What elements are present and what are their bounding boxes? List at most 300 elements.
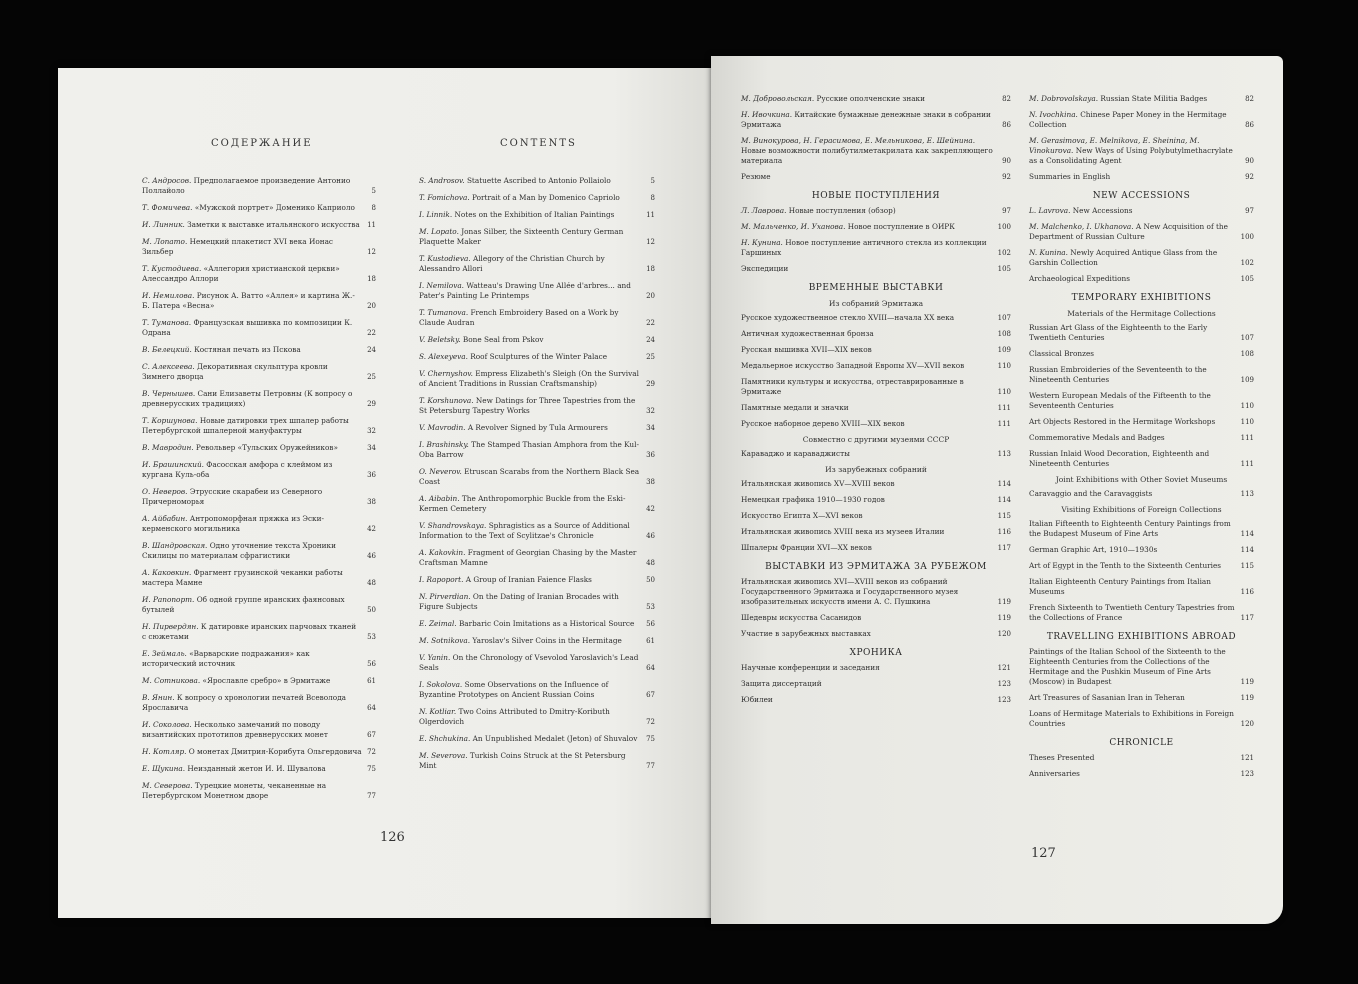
entry-title: Итальянская живопись XVIII века из музеев Италии <box>741 527 945 536</box>
contents-entry <box>741 377 1011 397</box>
contents-entry <box>741 543 1011 553</box>
entry-page-number: 120 <box>1240 720 1254 728</box>
contents-heading-ru: СОДЕРЖАНИЕ <box>211 138 313 149</box>
entry-author: В. Мавродин. <box>142 443 196 452</box>
contents-entry <box>1029 248 1254 268</box>
entry-title: Декоративная скульптура кровли Зимнего дворца <box>142 362 328 381</box>
entry-page-number: 121 <box>1240 754 1254 762</box>
entry-page-number: 61 <box>367 677 376 685</box>
entry-page-number: 111 <box>997 420 1011 428</box>
contents-entry <box>142 568 376 588</box>
entry-author: Л. Лаврова. <box>741 206 789 215</box>
entry-title: Русская вышивка XVII—XIX веков <box>741 345 872 354</box>
entry-page-number: 116 <box>1240 588 1254 596</box>
entry-page-number: 67 <box>646 691 655 699</box>
entry-author: В. Белецкий. <box>142 345 195 354</box>
entry-page-number: 109 <box>1240 376 1254 384</box>
contents-entry <box>419 751 655 771</box>
contents-entry <box>1029 365 1254 385</box>
entry-title: Roof Sculptures of the Winter Palace <box>470 352 608 361</box>
section-heading: NEW ACCESSIONS <box>1092 191 1191 201</box>
contents-entry <box>142 720 376 740</box>
entry-title: Турецкие монеты, чеканенные на Петербургском Монетном дворе <box>142 781 327 800</box>
contents-entry <box>419 521 655 541</box>
entry-title: Russian Art Glass of the Eighteenth to the Early Twentieth Centuries <box>1029 323 1208 342</box>
entry-author: N. Kotliar. <box>419 707 459 716</box>
contents-entry <box>741 495 1011 505</box>
entry-title: A Revolver Signed by Tula Armourers <box>467 423 608 432</box>
entry-title: Русское художественное стекло XVIII—начала XX века <box>741 313 955 322</box>
entry-page-number: 64 <box>367 704 376 712</box>
entry-author: A. Aibabin. <box>419 494 462 503</box>
entry-title: German Graphic Art, 1910—1930s <box>1029 545 1158 554</box>
entry-page-number: 114 <box>1240 530 1254 538</box>
entry-title: Two Coins Attributed to Dmitry-Koributh Olgerdovich <box>419 707 610 726</box>
entry-title: Китайские бумажные денежные знаки в собрании Эрмитажа <box>741 110 991 129</box>
entry-page-number: 42 <box>646 505 655 513</box>
entry-author: Е. Щукина. <box>142 764 188 773</box>
entry-title: К датировке иранских парчовых тканей с сюжетами <box>142 622 357 641</box>
entry-title: Шпалеры Франции XVI—XX веков <box>741 543 872 552</box>
entry-title: Notes on the Exhibition of Italian Paintings <box>454 210 615 219</box>
contents-entry <box>419 592 655 612</box>
entry-page-number: 61 <box>646 637 655 645</box>
entry-author: Т. Кустодиева. <box>142 264 204 273</box>
contents-entry <box>142 764 376 774</box>
entry-page-number: 119 <box>997 614 1011 622</box>
entry-page-number: 123 <box>1240 770 1254 778</box>
entry-title: New Ways of Using Polybutylmethacrylate as a Consolidating Agent <box>1029 146 1233 165</box>
entry-title: The Stamped Thasian Amphora from the Kul-Oba Barrow <box>419 440 639 459</box>
contents-entry <box>741 695 1011 705</box>
entry-title: Научные конференции и заседания <box>741 663 880 672</box>
contents-entry <box>419 176 655 186</box>
entry-title: Защита диссертаций <box>741 679 822 688</box>
contents-entry <box>142 595 376 615</box>
entry-title: Turkish Coins Struck at the St Petersburg Mint <box>419 751 626 770</box>
contents-entry <box>1029 349 1254 359</box>
entry-page-number: 110 <box>1240 418 1254 426</box>
contents-entry <box>1029 577 1254 597</box>
entry-page-number: 22 <box>646 319 655 327</box>
contents-entry <box>419 494 655 514</box>
entry-title: On the Chronology of Vsevolod Yaroslavich's Lead Seals <box>419 653 639 672</box>
entry-author: S. Androsov. <box>419 176 467 185</box>
english-contents-column <box>419 176 655 778</box>
contents-entry <box>419 308 655 328</box>
entry-page-number: 92 <box>1002 173 1011 181</box>
entry-author: И. Линник. <box>142 220 188 229</box>
contents-entry <box>142 649 376 669</box>
contents-entry <box>741 613 1011 623</box>
entry-author: Н. Пирвердян. <box>142 622 201 631</box>
contents-entry <box>419 335 655 345</box>
entry-page-number: 29 <box>646 380 655 388</box>
entry-author: S. Alexeyeva. <box>419 352 471 361</box>
entry-author: В. Янин. <box>142 693 177 702</box>
entry-author: М. Мальченко, И. Уханова. <box>741 222 848 231</box>
entry-author: T. Fomichova. <box>419 193 473 202</box>
contents-entry <box>741 264 1011 274</box>
entry-page-number: 5 <box>650 177 655 185</box>
entry-author: Н. Кунина. <box>741 238 786 247</box>
contents-entry <box>1029 489 1254 499</box>
entry-author: I. Rapoport. <box>419 575 466 584</box>
entry-page-number: 114 <box>1240 546 1254 554</box>
entry-title: Allegory of the Christian Church by Alessandro Allori <box>419 254 605 273</box>
entry-page-number: 119 <box>997 598 1011 606</box>
entry-author: А. Айбабин. <box>142 514 190 523</box>
entry-author: I. Sokolova. <box>419 680 465 689</box>
entry-title: Фрагмент грузинской чеканки работы мастера Мамне <box>142 568 343 587</box>
entry-page-number: 105 <box>1240 275 1254 283</box>
entry-page-number: 48 <box>367 579 376 587</box>
contents-entry <box>741 449 1011 459</box>
entry-page-number: 111 <box>1240 434 1254 442</box>
entry-page-number: 32 <box>646 407 655 415</box>
entry-title: Newly Acquired Antique Glass from the Garshin Collection <box>1029 248 1218 267</box>
contents-entry <box>419 548 655 568</box>
contents-entry <box>419 281 655 301</box>
contents-entry <box>1029 417 1254 427</box>
entry-title: Yaroslav's Silver Coins in the Hermitage <box>472 636 622 645</box>
entry-page-number: 117 <box>997 544 1011 552</box>
entry-author: M. Dobrovolskaya. <box>1029 94 1101 103</box>
entry-title: Шедевры искусства Сасанидов <box>741 613 862 622</box>
entry-author: В. Шандровская. <box>142 541 210 550</box>
entry-page-number: 90 <box>1002 157 1011 165</box>
contents-entry <box>142 460 376 480</box>
contents-entry <box>741 172 1011 182</box>
entry-title: Итальянская живопись XV—XVIII веков <box>741 479 895 488</box>
entry-title: An Unpublished Medalet (Jeton) of Shuvalov <box>472 734 638 743</box>
entry-author: I. Linnik. <box>419 210 455 219</box>
entry-author: Н. Котляр. <box>142 747 189 756</box>
contents-entry <box>142 622 376 642</box>
entry-title: Русские ополченские знаки <box>816 94 925 103</box>
entry-page-number: 20 <box>646 292 655 300</box>
contents-entry <box>142 237 376 257</box>
contents-entry <box>142 514 376 534</box>
entry-title: Несколько замечаний по поводу византийских прототипов древнерусских монет <box>142 720 328 739</box>
entry-author: M. Malchenko, I. Ukhanova. <box>1029 222 1136 231</box>
entry-title: Антропоморфная пряжка из Эски-керменского могильника <box>142 514 324 533</box>
entry-page-number: 50 <box>646 576 655 584</box>
entry-page-number: 82 <box>1245 95 1254 103</box>
entry-title: Fragment of Georgian Chasing by the Master Craftsman Mamne <box>419 548 637 567</box>
entry-author: I. Brashinsky. <box>419 440 472 449</box>
contents-entry <box>419 680 655 700</box>
entry-page-number: 36 <box>646 451 655 459</box>
entry-author: A. Kakovkin. <box>419 548 468 557</box>
entry-author: И. Немилова. <box>142 291 197 300</box>
section-subheading: Из зарубежных собраний <box>825 465 927 474</box>
entry-page-number: 75 <box>646 735 655 743</box>
entry-title: Одно уточнение текста Хроники Скилицы по материалам сфрагистики <box>142 541 336 560</box>
contents-entry <box>419 619 655 629</box>
contents-entry <box>741 663 1011 673</box>
contents-entry <box>741 403 1011 413</box>
contents-entry <box>419 210 655 220</box>
entry-title: Предполагаемое произведение Антонио Поллайоло <box>142 176 351 195</box>
entry-page-number: 25 <box>646 353 655 361</box>
entry-page-number: 38 <box>367 498 376 506</box>
entry-page-number: 100 <box>1240 233 1254 241</box>
entry-author: V. Chernyshov. <box>419 369 476 378</box>
contents-entry <box>419 369 655 389</box>
entry-page-number: 97 <box>1245 207 1254 215</box>
contents-entry <box>142 389 376 409</box>
entry-title: Anniversaries <box>1029 769 1080 778</box>
entry-page-number: 121 <box>997 664 1011 672</box>
contents-entry <box>419 734 655 744</box>
contents-entry <box>741 527 1011 537</box>
entry-page-number: 18 <box>646 265 655 273</box>
entry-author: Т. Туманова. <box>142 318 194 327</box>
entry-author: В. Чернышев. <box>142 389 198 398</box>
entry-title: Loans of Hermitage Materials to Exhibitions in Foreign Countries <box>1029 709 1234 728</box>
contents-entry <box>142 541 376 561</box>
entry-page-number: 110 <box>1240 402 1254 410</box>
entry-page-number: 123 <box>997 696 1011 704</box>
contents-entry <box>1029 136 1254 166</box>
entry-author: И. Соколова. <box>142 720 195 729</box>
entry-page-number: 24 <box>367 346 376 354</box>
section-heading: CHRONICLE <box>1109 738 1174 748</box>
entry-page-number: 102 <box>997 249 1011 257</box>
entry-page-number: 105 <box>997 265 1011 273</box>
entry-author: О. Неверов. <box>142 487 190 496</box>
entry-page-number: 5 <box>371 187 376 195</box>
entry-title: «Мужской портрет» Доменико Каприоло <box>194 203 355 212</box>
entry-title: Sphragistics as a Source of Additional Information to the Text of Scylitzae's Chronicle <box>419 521 630 540</box>
entry-page-number: 12 <box>646 238 655 246</box>
entry-title: Револьвер «Тульских Оружейников» <box>195 443 338 452</box>
entry-page-number: 116 <box>997 528 1011 536</box>
entry-title: Russian Embroideries of the Seventeenth to the Nineteenth Centuries <box>1029 365 1207 384</box>
section-heading: TEMPORARY EXHIBITIONS <box>1071 293 1212 303</box>
entry-page-number: 111 <box>997 404 1011 412</box>
entry-title: A Group of Iranian Faience Flasks <box>465 575 592 584</box>
contents-entry <box>142 487 376 507</box>
entry-page-number: 42 <box>367 525 376 533</box>
entry-author: M. Gerasimova, E. Melnikova, E. Sheinina, M. Vinokurova. <box>1029 136 1200 155</box>
entry-author: М. Винокурова, Н. Герасимова, Е. Мельникова, Е. Шейнина. <box>741 136 976 145</box>
entry-title: Искусство Египта X—XVI веков <box>741 511 863 520</box>
entry-title: Portrait of a Man by Domenico Capriolo <box>472 193 620 202</box>
entry-title: Empress Elizabeth's Sleigh (On the Survival of Ancient Traditions in Russian Craftsmanship) <box>419 369 639 388</box>
entry-page-number: 115 <box>997 512 1011 520</box>
entry-page-number: 86 <box>1002 121 1011 129</box>
entry-page-number: 11 <box>367 221 376 229</box>
entry-title: Экспедиции <box>741 264 789 273</box>
entry-title: Медальерное искусство Западной Европы XV—XVII веков <box>741 361 965 370</box>
section-subheading: Materials of the Hermitage Collections <box>1067 309 1216 318</box>
entry-title: Jonas Silber, the Sixteenth Century German Plaquette Maker <box>419 227 624 246</box>
entry-title: Новые поступления (обзор) <box>788 206 896 215</box>
entry-page-number: 36 <box>367 471 376 479</box>
entry-title: Paintings of the Italian School of the Sixteenth to the Eighteenth Centuries from the Collections of the Hermitage and the Pushkin Museum of Fine Arts (Moscow) in Budapest <box>1029 647 1226 686</box>
entry-title: Etruscan Scarabs from the Northern Black Sea Coast <box>419 467 640 486</box>
entry-title: Art of Egypt in the Tenth to the Sixteenth Centuries <box>1029 561 1222 570</box>
contents-entry <box>741 238 1011 258</box>
contents-entry <box>741 679 1011 689</box>
entry-page-number: 50 <box>367 606 376 614</box>
entry-page-number: 123 <box>997 680 1011 688</box>
entry-author: O. Neverov. <box>419 467 465 476</box>
section-subheading: Из собраний Эрмитажа <box>828 299 924 308</box>
contents-entry <box>419 653 655 673</box>
entry-title: Новое поступление античного стекла из коллекции Гаршиных <box>741 238 987 257</box>
section-subheading: Совместно с другими музеями СССР <box>802 435 950 444</box>
contents-entry <box>1029 449 1254 469</box>
contents-entry <box>1029 274 1254 284</box>
contents-entry <box>1029 391 1254 411</box>
entry-title: Western European Medals of the Fifteenth to the Seventeenth Centuries <box>1029 391 1211 410</box>
entry-author: L. Lavrova. <box>1029 206 1073 215</box>
entry-page-number: 24 <box>646 336 655 344</box>
entry-page-number: 115 <box>1240 562 1254 570</box>
entry-page-number: 53 <box>367 633 376 641</box>
entry-title: «Варварские подражания» как исторический источник <box>142 649 310 668</box>
entry-author: I. Nemilova. <box>419 281 467 290</box>
contents-entry <box>741 511 1011 521</box>
entry-title: Фасосская амфора с клеймом из кургана Куль-оба <box>142 460 333 479</box>
entry-title: New Datings for Three Tapestries from the St Petersburg Tapestry Works <box>419 396 636 415</box>
entry-author: С. Андросов. <box>142 176 194 185</box>
contents-entry <box>142 220 376 230</box>
entry-title: Об одной группе иранских фаянсовых бутылей <box>142 595 345 614</box>
page-number-right: 127 <box>1031 846 1056 861</box>
entry-page-number: 107 <box>1240 334 1254 342</box>
entry-page-number: 46 <box>367 552 376 560</box>
entry-page-number: 90 <box>1245 157 1254 165</box>
entry-author: N. Kunina. <box>1029 248 1071 257</box>
contents-entry <box>142 676 376 686</box>
entry-page-number: 107 <box>997 314 1011 322</box>
entry-title: Classical Bronzes <box>1029 349 1095 358</box>
entry-author: М. Лопато. <box>142 237 190 246</box>
section-heading: TRAVELLING EXHIBITIONS ABROAD <box>1046 632 1237 642</box>
entry-title: Русское наборное дерево XVIII—XIX веков <box>741 419 905 428</box>
entry-page-number: 38 <box>646 478 655 486</box>
entry-title: «Ярославле сребро» в Эрмитаже <box>202 676 331 685</box>
entry-title: A New Acquisition of the Department of Russian Culture <box>1029 222 1228 241</box>
entry-title: Новое поступление в ОИРК <box>847 222 955 231</box>
contents-entry <box>142 291 376 311</box>
contents-entry <box>1029 709 1254 729</box>
entry-title: К вопросу о хронологии печатей Всеволода Ярославича <box>142 693 347 712</box>
section-subheading: Visiting Exhibitions of Foreign Collections <box>1061 505 1222 514</box>
entry-page-number: 8 <box>650 194 655 202</box>
contents-entry <box>419 227 655 247</box>
entry-title: Statuette Ascribed to Antonio Pollaiolo <box>466 176 611 185</box>
entry-page-number: 97 <box>1002 207 1011 215</box>
entry-author: E. Shchukina. <box>419 734 473 743</box>
entry-title: New Accessions <box>1072 206 1133 215</box>
contents-entry <box>419 396 655 416</box>
entry-page-number: 86 <box>1245 121 1254 129</box>
section-heading: ХРОНИКА <box>849 648 903 658</box>
contents-entry <box>741 419 1011 429</box>
contents-entry <box>419 575 655 585</box>
russian-contents-column <box>142 176 376 808</box>
entry-author: Т. Фомичева. <box>142 203 195 212</box>
entry-title: Памятники культуры и искусства, отреставрированные в Эрмитаже <box>741 377 964 396</box>
contents-entry <box>1029 94 1254 104</box>
entry-page-number: 77 <box>646 762 655 770</box>
entry-page-number: 119 <box>1240 678 1254 686</box>
section-heading: НОВЫЕ ПОСТУПЛЕНИЯ <box>811 191 941 201</box>
entry-page-number: 92 <box>1245 173 1254 181</box>
english-contents-column-right <box>1029 94 1254 785</box>
entry-title: Французская вышивка по композиции К. Одрана <box>142 318 353 337</box>
entry-title: Commemorative Medals and Badges <box>1029 433 1165 442</box>
entry-title: Новые датировки трех шпалер работы Петербургской шпалерной мануфактуры <box>142 416 349 435</box>
entry-title: Немецкий плакетист XVI века Ионас Зильбер <box>142 237 334 256</box>
page-number-left: 126 <box>380 830 405 845</box>
entry-page-number: 119 <box>1240 694 1254 702</box>
contents-entry <box>142 318 376 338</box>
contents-entry <box>1029 545 1254 555</box>
entry-page-number: 114 <box>997 480 1011 488</box>
entry-author: T. Kustodieva. <box>419 254 473 263</box>
entry-title: French Embroidery Based on a Work by Claude Audran <box>419 308 619 327</box>
entry-title: Костяная печать из Пскова <box>194 345 301 354</box>
contents-entry <box>1029 561 1254 571</box>
contents-entry <box>741 94 1011 104</box>
entry-page-number: 18 <box>367 275 376 283</box>
entry-author: А. Каковкин. <box>142 568 194 577</box>
entry-page-number: 111 <box>1240 460 1254 468</box>
contents-entry <box>741 222 1011 232</box>
contents-entry <box>419 636 655 646</box>
entry-author: M. Lopato. <box>419 227 462 236</box>
entry-title: Сани Елизаветы Петровны (К вопросу о древнерусских традициях) <box>142 389 353 408</box>
entry-page-number: 29 <box>367 400 376 408</box>
entry-page-number: 100 <box>997 223 1011 231</box>
entry-author: Н. Ивочкина. <box>741 110 795 119</box>
contents-entry <box>419 467 655 487</box>
contents-entry <box>741 479 1011 489</box>
entry-title: Watteau's Drawing Une Allée d'arbres... and Pater's Painting Le Printemps <box>419 281 631 300</box>
right-page <box>711 56 1283 924</box>
contents-entry <box>741 206 1011 216</box>
contents-entry <box>741 136 1011 166</box>
entry-author: E. Zeimal. <box>419 619 459 628</box>
contents-entry <box>741 577 1011 607</box>
entry-author: M. Sotnikova. <box>419 636 473 645</box>
entry-page-number: 53 <box>646 603 655 611</box>
entry-title: Italian Eighteenth Century Paintings from Italian Museums <box>1029 577 1211 596</box>
entry-page-number: 72 <box>646 718 655 726</box>
entry-title: Caravaggio and the Caravaggists <box>1029 489 1153 498</box>
entry-title: Этрусские скарабеи из Северного Причерноморья <box>142 487 323 506</box>
entry-title: Archaeological Expeditions <box>1029 274 1130 283</box>
entry-author: И. Рапопорт. <box>142 595 197 604</box>
contents-entry <box>741 329 1011 339</box>
entry-page-number: 56 <box>646 620 655 628</box>
contents-entry <box>1029 172 1254 182</box>
contents-entry <box>741 629 1011 639</box>
entry-title: «Аллегория христианской церкви» Алессандро Аллори <box>142 264 340 283</box>
entry-page-number: 75 <box>367 765 376 773</box>
contents-entry <box>419 423 655 433</box>
left-page <box>58 68 711 918</box>
entry-author: Е. Зеймаль. <box>142 649 190 658</box>
contents-entry <box>142 345 376 355</box>
contents-entry <box>1029 753 1254 763</box>
